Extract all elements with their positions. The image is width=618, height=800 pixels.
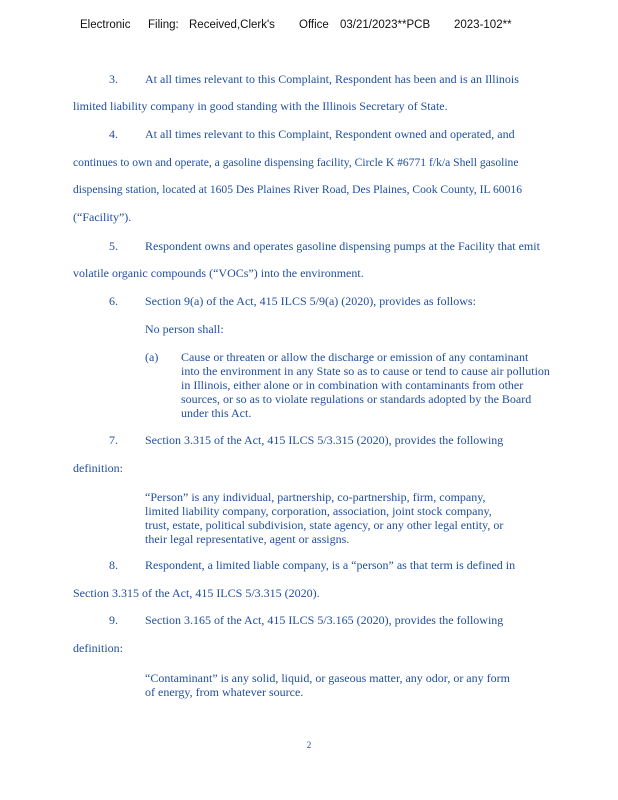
quote-item-label: (a) bbox=[145, 350, 159, 364]
paragraph-number: 9. bbox=[109, 613, 118, 627]
paragraph-line: limited liability company in good standing with the Illinois Secretary of State. bbox=[73, 99, 448, 113]
paragraph-line: Section 3.165 of the Act, 415 ILCS 5/3.165 (2020), provides the following bbox=[145, 613, 504, 627]
paragraph-line: definition: bbox=[73, 461, 123, 475]
quote-intro: No person shall: bbox=[145, 322, 224, 336]
quote-line: of energy, from whatever source. bbox=[145, 685, 304, 699]
paragraph-number: 6. bbox=[109, 294, 118, 308]
quote-line: limited liability company, corporation, association, joint stock company, bbox=[145, 504, 492, 518]
paragraph-number: 4. bbox=[109, 127, 118, 141]
statute-quote bbox=[145, 490, 503, 546]
paragraph-line: Respondent, a limited liable company, is a “person” as that term is defined in bbox=[145, 558, 516, 572]
quote-line: into the environment in any State so as to cause or tend to cause air pollution bbox=[181, 364, 550, 378]
quote-line: under this Act. bbox=[181, 406, 252, 420]
header-office: Office bbox=[299, 19, 329, 31]
quote-line: in Illinois, either alone or in combination with contaminants from other bbox=[181, 378, 524, 392]
header-received: Received,Clerk's bbox=[189, 19, 275, 31]
paragraph-line: At all times relevant to this Complaint, Respondent owned and operated, and bbox=[145, 127, 515, 141]
quote-line: Cause or threaten or allow the discharge or emission of any contaminant bbox=[181, 350, 529, 364]
header-case-number: 2023-102** bbox=[454, 19, 512, 31]
paragraph-number: 3. bbox=[109, 72, 118, 86]
quote-line: their legal representative, agent or assigns. bbox=[145, 532, 350, 546]
paragraph-line: continues to own and operate, a gasoline dispensing facility, Circle K #6771 f/k/a Shell gasoline bbox=[73, 156, 519, 169]
paragraph-number: 5. bbox=[109, 239, 118, 253]
paragraph-line: volatile organic compounds (“VOCs”) into the environment. bbox=[73, 266, 364, 280]
paragraph-line: Section 3.315 of the Act, 415 ILCS 5/3.315 (2020). bbox=[73, 586, 320, 600]
header-date: 03/21/2023**PCB bbox=[340, 19, 431, 31]
page-number: 2 bbox=[306, 740, 312, 750]
header-electronic: Electronic bbox=[80, 19, 131, 31]
paragraph-line: dispensing station, located at 1605 Des Plaines River Road, Des Plaines, Cook County, IL 60016 bbox=[73, 183, 522, 196]
paragraph-line: (“Facility”). bbox=[73, 210, 132, 224]
statute-quote bbox=[145, 671, 510, 699]
quote-line: “Contaminant” is any solid, liquid, or gaseous matter, any odor, or any form bbox=[145, 671, 510, 685]
quote-line: trust, estate, political subdivision, state agency, or any other legal entity, or bbox=[145, 518, 504, 532]
paragraph-number: 7. bbox=[109, 433, 118, 447]
header-filing: Filing: bbox=[148, 19, 179, 31]
statute-quote bbox=[181, 350, 550, 420]
paragraph-line: Section 9(a) of the Act, 415 ILCS 5/9(a) (2020), provides as follows: bbox=[145, 294, 476, 308]
quote-line: sources, or so as to violate regulations or standards adopted by the Board bbox=[181, 392, 532, 406]
paragraph-line: definition: bbox=[73, 641, 123, 655]
paragraph-line: Respondent owns and operates gasoline dispensing pumps at the Facility that emit bbox=[145, 239, 540, 253]
paragraph-number: 8. bbox=[109, 558, 118, 572]
paragraph-line: At all times relevant to this Complaint, Respondent has been and is an Illinois bbox=[145, 72, 519, 86]
paragraph-line: Section 3.315 of the Act, 415 ILCS 5/3.315 (2020), provides the following bbox=[145, 433, 504, 447]
quote-line: “Person” is any individual, partnership, co-partnership, firm, company, bbox=[145, 490, 486, 504]
